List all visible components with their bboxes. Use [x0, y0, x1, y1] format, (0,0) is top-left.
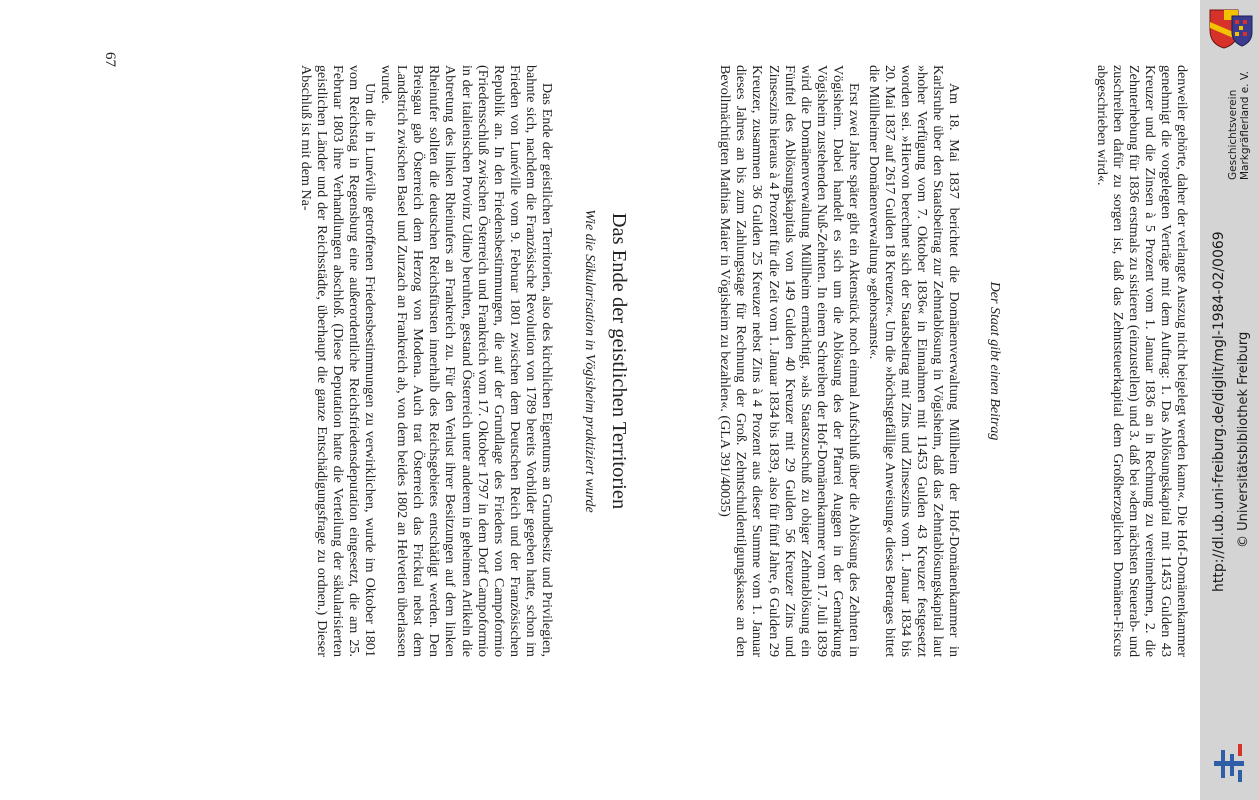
chapter-title: Das Ende der geistlichen Territorien [608, 212, 630, 510]
source-url-link[interactable]: http://dl.ub.uni-freiburg.de/diglit/mgl-1984-02/0069 [1211, 231, 1227, 592]
chapter-subtitle: Wie die Säkularisation in Vögisheim praktiziert wurde [582, 209, 597, 513]
society-name-line2: Markgräflerland e. V. [1239, 70, 1251, 180]
paragraph-nuss-zehnten [717, 65, 862, 657]
section-subheading: Der Staat gibt einen Beitrag [987, 281, 1002, 441]
paragraph-territorien [298, 65, 556, 657]
paragraph-continuation [1093, 65, 1190, 657]
paragraph-text: Am 18. Mai 1837 berichtet die Domänenverwaltung Müllheim der Hof-Domänenkammer in Karlsruhe über den Staatsbeitrag zur Zehntablösung in Vögisheim, daß das Zehntablösungskapital laut »hoher Verfügung vom 7. Oktober 1836« in Einnahmen mit 11453 Gulden 43 Kreuzer festgesetzt worden sei. »Hiervon berechnet sich der Staatsbeitrag mit Zins und Zinseszins vom 1. Januar 1834 bis 20. Mai 1837 auf 2617 Gulden 18 Kreuzer«. Um die »höchstgefällige Anweisung« dieses Betrages bittet die Müllheimer Domänenverwaltung »gehorsamst«. [865, 65, 962, 657]
society-name-line1: Geschichtsverein [1227, 89, 1239, 180]
paragraph-text: Erst zwei Jahre später gibt ein Aktenstück noch einmal Aufschluß über die Ablösung des Zehnten in Vögisheim. Dabei handelt es sich um die Ablösung des der Pfarrei Auggen in der Gemarkung Vögisheim zustehenden Nuß-Zehnten. In einem Schreiben der Hof-Domänenkammer vom 17. Juli 1839 wird die Domänenverwaltung Müllheim ermächtigt, »als Staatszuschuß zu obiger Zehntablösung ein Fünftel des Ablösungskapitals von 149 Gulden 40 Kreuzer mit 29 Gulden 56 Kreuzer Zins und Zinseszins hieraus à 4 Prozent für die Zeit vom 1. Januar 1834 bis 1839, also für fünf Jahre, 6 Gulden 29 Kreuzer, zusammen 36 Gulden 25 Kreuzer nebst Zins à 4 Prozent aus dieser Summe vom 1. Januar dieses Jahres an bis zum Zahlungstage für Rechnung der Groß. Zehntschuldentilgungskasse an den Bevollmächtigten Mathias Maier in Vögisheim zu bezahlen«. (GLA 391/40035) [717, 65, 862, 657]
paragraph-text: denweiler gehörte, daher der verlangte Auszug nicht beigelegt werden kann«. Die Hof-Domänenkammer genehmigt die vorgelegten Verträge mit dem Auftrag: 1. Das Ablösungskapital mit 11453 Gulden 43 Kreuzer und die Zinsen à 5 Prozent vom 1. Januar 1836 an in Rechnung zu vereinnehmen, 2. die Zehnterhebung für 1836 erstmals zu sistieren (einzustellen) und 3. daß bei »dem nächsten Steuerab- und zuschreiben dafür zu sorgen ist, daß das Zehntsteuerkapital dem Großherzoglichen Domänen-Fiscus abgeschrieben wird«. [1093, 65, 1190, 657]
paragraph-text: Um die in Lunéville getroffenen Friedensbestimmungen zu verwirklichen, wurde im Oktober 1801 vom Reichstag in Regensburg eine außerordentliche Reichsfriedensdeputation eingesetzt, die am 25. Februar 1803 ihre Verhandlungen abschloß. (Diese Deputation hatte die Verteilung der säkularisierten geistlichen Länder und der Reichsstädte, überhaupt die ganze Entschädigungsfrage zu ordnen.) Dieser Abschluß ist mit dem Na- [297, 65, 378, 657]
paragraph-text: Das Ende der geistlichen Territorien, also des kirchlichen Eigentums an Grundbesitz und Privilegien, bahnte sich, nachdem die Französische Revolution von 1789 bereits Vorbilder gegeben hatte, schon im Frieden von Lunéville vom 9. Februar 1801 zwischen dem Deutschen Reich und der Französischen Republik an. In den Friedensbestimmungen, die auf der Grundlage des Friedens von Campoformio (Friedensschluß zwischen Österreich und Frankreich vom 17. Oktober 1797 in dem Dorf Campoformio in der italienischen Provinz Udine) beruhten, gestand Österreich unter anderem in geheimen Artikeln die Abtretung des linken Rheinufers an Frankreich zu. Für den Verlust ihrer Besitzungen auf dem linken Rheinufer sollten die deutschen Reichsfürsten innerhalb des Reichsgebietes entschädigt werden. Den Breisgau gab Österreich dem Herzog von Modena. Auch trat Österreich das Fricktal nebst dem Landstrich zwischen Basel und Zurzach an Frankreich ab, von dem beides 1802 an Helvetien überlassen wurde. [378, 65, 555, 657]
society-name [1227, 71, 1251, 180]
page-number: 67 [102, 52, 118, 67]
ub-freiburg-logo-icon [1212, 742, 1248, 784]
copyright-notice: © Universitätsbibliothek Freiburg [1236, 331, 1251, 548]
geschichtsverein-crest-icon [1208, 8, 1254, 50]
paragraph-staatsbeitrag [865, 65, 962, 657]
